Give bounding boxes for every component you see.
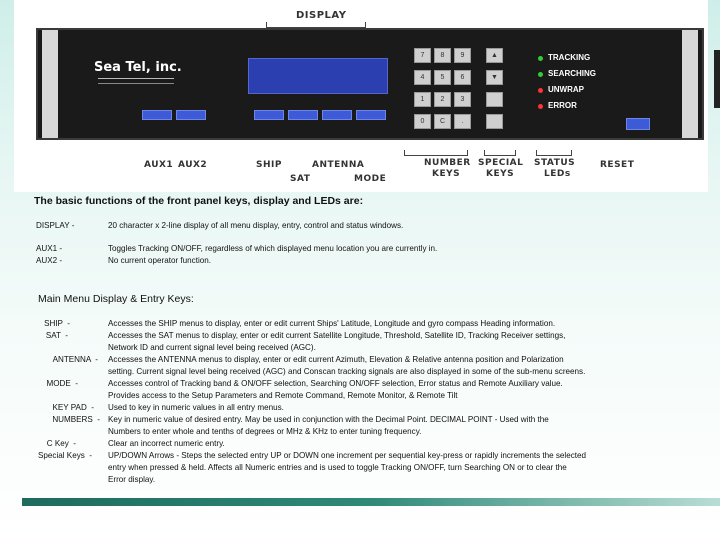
error-led: [538, 104, 543, 109]
menu-line: Accesses control of Tracking band & ON/OFF selection, Searching ON/OFF selection, Error status and Remote Auxiliary value.: [108, 379, 563, 388]
reset-key[interactable]: [626, 118, 650, 130]
keypad-key[interactable]: 5: [434, 70, 451, 85]
control-unit-panel: [36, 28, 704, 140]
keypad-key[interactable]: 0: [414, 114, 431, 129]
keypad-key[interactable]: 6: [454, 70, 471, 85]
status-leds-label-1: STATUS: [534, 158, 576, 168]
ship-key[interactable]: [254, 110, 284, 120]
aux1-key[interactable]: [142, 110, 172, 120]
down-arrow-key[interactable]: ▼: [486, 70, 503, 85]
menu-line: Used to key in numeric values in all entry menus.: [108, 403, 284, 412]
number-keys-bracket: [404, 150, 468, 156]
figure-edge-bar: [714, 50, 720, 108]
menu-line: Numbers to enter whole and tenths of degrees or MHz & KHz to enter tuning frequency.: [108, 427, 422, 436]
term-antenna: ANTENNA -: [52, 355, 98, 364]
aux2-key[interactable]: [176, 110, 206, 120]
reset-label: RESET: [600, 160, 635, 170]
mode-label: MODE: [354, 174, 387, 184]
searching-led: [538, 72, 543, 77]
number-keys-label-1: NUMBER: [424, 158, 471, 168]
mode-key[interactable]: [356, 110, 386, 120]
menu-line: Accesses the ANTENNA menus to display, enter or edit current Azimuth, Elevation & Relative antenna position and Polarization: [108, 355, 564, 364]
keypad-key[interactable]: .: [454, 114, 471, 129]
special-keys-bracket: [484, 150, 516, 156]
display-label: DISPLAY: [296, 10, 347, 21]
status-leds-bracket: [536, 150, 572, 156]
term-aux2: AUX2 -: [36, 256, 63, 265]
term-ship: SHIP -: [44, 319, 70, 328]
unwrap-led: [538, 88, 543, 93]
keypad-key[interactable]: 3: [454, 92, 471, 107]
keypad-key[interactable]: 2: [434, 92, 451, 107]
menu-line: Key in numeric value of desired entry. May be used in conjunction with the Decimal Point. DECIMAL POINT - Used with the: [108, 415, 549, 424]
brand-logo: Sea Tel, inc.: [94, 60, 182, 75]
def-aux2: No current operator function.: [108, 256, 212, 265]
special-keys-label-1: SPECIAL: [478, 158, 524, 168]
menu-line: Accesses the SHIP menus to display, enter or edit current Ships' Latitude, Longitude and gyro compass Heading information.: [108, 319, 556, 328]
special-key[interactable]: [486, 92, 503, 107]
keypad-key[interactable]: 8: [434, 48, 451, 63]
def-display: 20 character x 2-line display of all menu display, entry, control and status windows.: [108, 221, 404, 230]
basic-functions-heading: The basic functions of the front panel keys, display and LEDs are:: [34, 195, 364, 207]
term-aux1: AUX1 -: [36, 244, 63, 253]
aux2-label: AUX2: [178, 160, 208, 170]
antenna-key[interactable]: [322, 110, 352, 120]
keypad-key[interactable]: 9: [454, 48, 471, 63]
keypad-key[interactable]: 4: [414, 70, 431, 85]
front-panel-figure: [14, 0, 708, 192]
number-keys-label-2: KEYS: [432, 169, 461, 179]
keypad-key[interactable]: 1: [414, 92, 431, 107]
brand-subtitle-decoration: [98, 78, 174, 84]
tracking-led-label: TRACKING: [548, 53, 591, 62]
aux1-label: AUX1: [144, 160, 174, 170]
menu-line: Error display.: [108, 475, 156, 484]
term-keypad: KEY PAD -: [52, 403, 94, 412]
menu-line: Provides access to the Setup Parameters and Remote Command, Remote Monitor, & Remote Tilt: [108, 391, 458, 400]
menu-line: Accesses the SAT menus to display, enter or edit current Satellite Longitude, Threshold, Satellite ID, Tracking Receiver settings,: [108, 331, 566, 340]
menu-line: UP/DOWN Arrows - Steps the selected entry UP or DOWN one increment per sequential key-press or rapidly increments the selected: [108, 451, 587, 460]
menu-line: Clear an incorrect numeric entry.: [108, 439, 225, 448]
up-arrow-key[interactable]: ▲: [486, 48, 503, 63]
special-key[interactable]: [486, 114, 503, 129]
error-led-label: ERROR: [548, 101, 577, 110]
term-special-keys: Special Keys -: [38, 451, 92, 460]
menu-line: entry when pressed & held. Affects all Numeric entries and is used to toggle Tracking ON/OFF, turn Searching ON or to clear the: [108, 463, 567, 472]
term-mode: MODE -: [46, 379, 78, 388]
term-numbers: NUMBERS -: [52, 415, 100, 424]
lcd-display: [248, 58, 388, 94]
menu-line: setting. Current signal level being received (AGC) and Conscan tracking signals are also displayed in some of the sub-menu screens.: [108, 367, 586, 376]
rack-ear-right: [682, 30, 698, 138]
footer-bar: [22, 498, 720, 506]
keypad-key[interactable]: C: [434, 114, 451, 129]
term-display: DISPLAY -: [36, 221, 75, 230]
special-keys-label-2: KEYS: [486, 169, 515, 179]
term-sat: SAT -: [45, 331, 68, 340]
sat-key[interactable]: [288, 110, 318, 120]
def-aux1: Toggles Tracking ON/OFF, regardless of which displayed menu location you are currently in.: [108, 244, 438, 253]
term-c-key: C Key -: [46, 439, 76, 448]
sat-label: SAT: [290, 174, 311, 184]
unwrap-led-label: UNWRAP: [548, 85, 584, 94]
status-leds-label-2: LEDs: [544, 169, 571, 179]
rack-ear-left: [42, 30, 58, 138]
menu-line: Network ID and current signal level being received (AGC).: [108, 343, 316, 352]
keypad-key[interactable]: 7: [414, 48, 431, 63]
main-menu-heading: Main Menu Display & Entry Keys:: [38, 293, 194, 305]
searching-led-label: SEARCHING: [548, 69, 597, 78]
ship-label: SHIP: [256, 160, 282, 170]
antenna-label: ANTENNA: [312, 160, 365, 170]
tracking-led: [538, 56, 543, 61]
